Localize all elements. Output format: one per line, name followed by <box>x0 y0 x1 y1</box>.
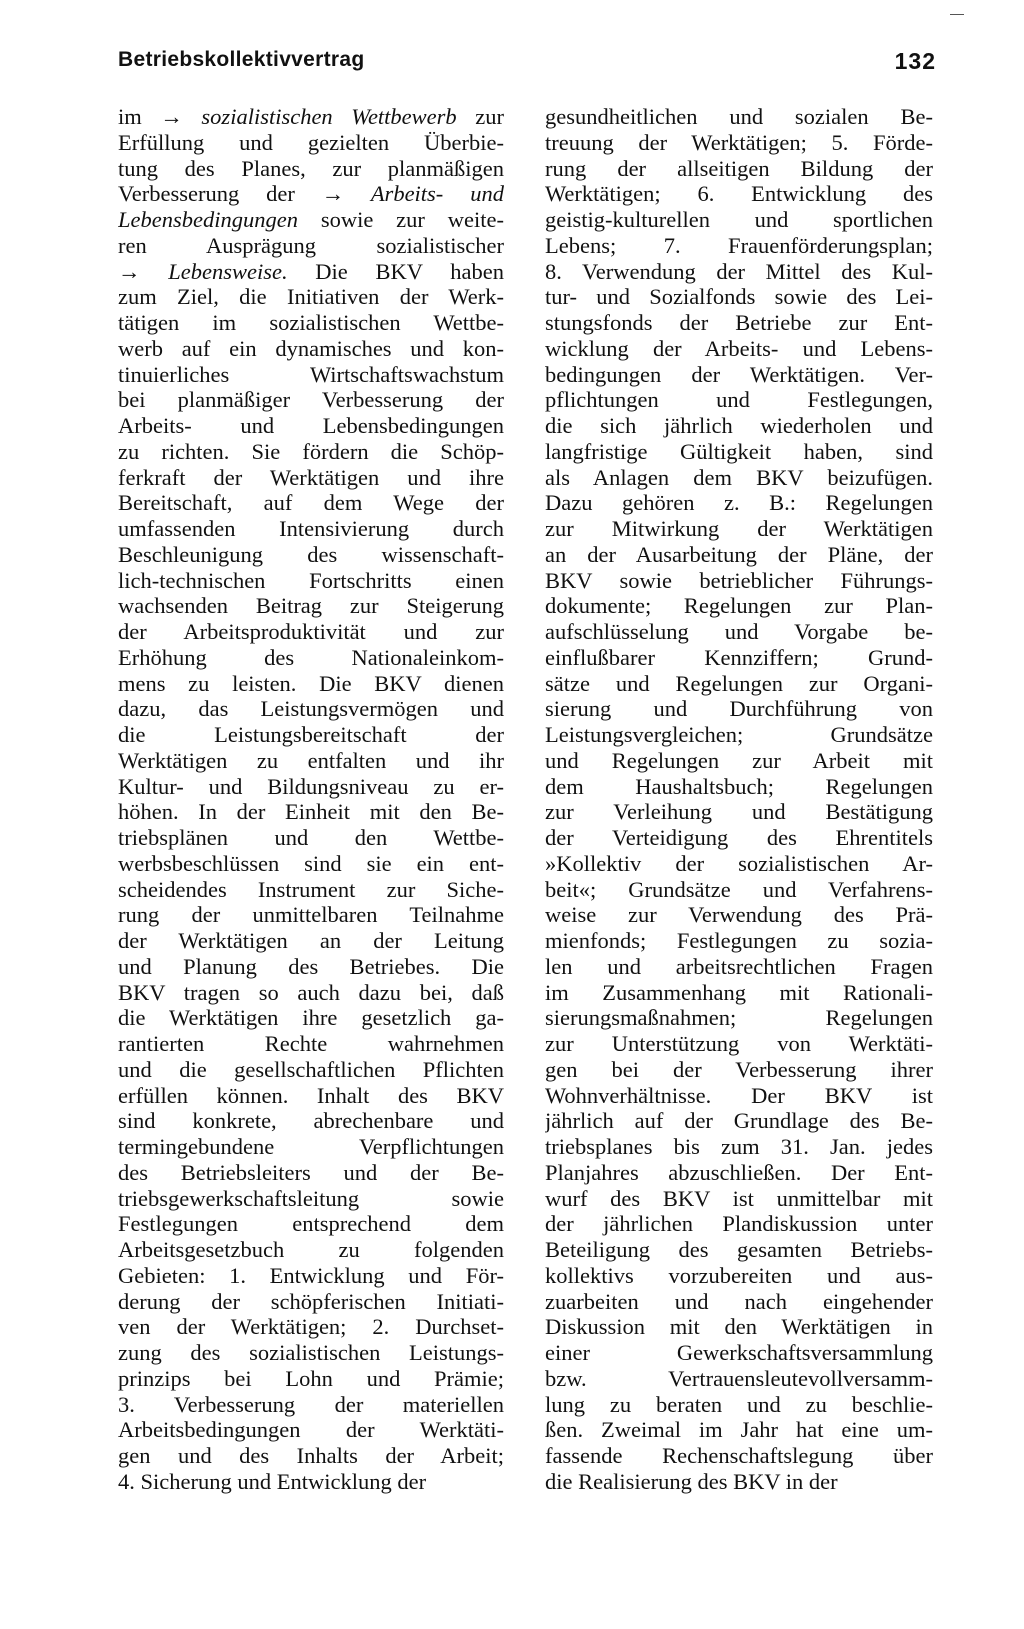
right-text-column <box>545 104 933 1495</box>
text-segment: Wohnverhältnisse. Der BKV ist <box>545 1082 933 1108</box>
text-line <box>545 722 933 748</box>
text-line <box>545 284 933 310</box>
text-segment: sierungsmaßnahmen; Regelungen <box>545 1005 933 1031</box>
text-segment: Dazu gehören z. B.: Regelungen <box>545 490 933 516</box>
text-line <box>118 1340 504 1366</box>
text-segment: pflichtungen und Festlegungen, <box>545 387 933 413</box>
text-segment: triebsplänen und den Wettbe- <box>118 825 504 850</box>
text-segment: tätigen im sozialistischen Wettbe- <box>118 310 504 335</box>
text-line <box>545 233 933 259</box>
text-line <box>118 362 504 388</box>
text-segment: gen bei der Verbesserung ihrer <box>545 1056 933 1082</box>
text-segment: rantierten Rechte wahrnehmen <box>118 1031 504 1056</box>
text-segment: treuung der Werktätigen; 5. Förde- <box>545 129 933 155</box>
text-line <box>118 619 504 645</box>
text-segment: bei planmäßiger Verbesserung der <box>118 387 504 413</box>
text-segment: 4. Sicherung und Entwicklung der <box>118 1468 427 1494</box>
text-line <box>118 156 504 182</box>
text-line <box>545 877 933 903</box>
text-line <box>118 593 504 619</box>
text-segment: tinuierliches Wirtschaftswachstum <box>118 361 504 387</box>
text-segment: ren Ausprägung sozialistischer <box>118 232 504 258</box>
text-segment: jährlich auf der Grundlage des Be- <box>545 1108 933 1134</box>
text-segment: dokumente; Regelungen zur Plan- <box>545 593 933 619</box>
text-segment: Die BKV haben <box>287 258 504 284</box>
text-line <box>118 1443 504 1469</box>
text-segment: Beschleunigung des wissenschaft- <box>118 541 504 567</box>
text-segment: Beteiligung des gesamten Betriebs- <box>545 1237 933 1262</box>
text-line <box>118 542 504 568</box>
text-line <box>118 568 504 594</box>
text-line <box>545 1237 933 1263</box>
text-line <box>118 181 504 207</box>
text-segment: erfüllen können. Inhalt des BKV <box>118 1082 504 1108</box>
text-segment: die sich jährlich wiederholen und <box>545 413 933 438</box>
text-segment: dazu, das Leistungsvermögen und <box>118 696 504 722</box>
cross-reference-text: → Arbeits- und <box>321 181 504 207</box>
text-segment: der jährlichen Plandiskussion unter <box>545 1211 933 1237</box>
text-line <box>545 593 933 619</box>
text-line <box>545 696 933 722</box>
text-segment: rung der allseitigen Bildung der <box>545 155 933 181</box>
cross-reference-text: → Lebensweise. <box>118 258 288 284</box>
text-segment: mens zu leisten. Die BKV dienen <box>118 670 504 696</box>
text-line <box>118 259 504 285</box>
text-segment: triebsgewerkschaftsleitung sowie <box>118 1185 504 1211</box>
text-line <box>545 1340 933 1366</box>
text-segment: tung des Planes, zur planmäßigen <box>118 155 504 181</box>
text-line <box>118 1134 504 1160</box>
text-segment: ferkraft der Werktätigen und ihre <box>118 464 504 490</box>
text-segment: Werktätigen; 6. Entwicklung des <box>545 181 933 207</box>
text-line <box>118 1160 504 1186</box>
text-line <box>545 207 933 233</box>
text-segment: ßen. Zweimal im Jahr hat eine um- <box>545 1417 933 1443</box>
text-line <box>545 954 933 980</box>
text-segment: werb auf ein dynamisches und kon- <box>118 335 504 361</box>
text-segment: Planjahres abzuschließen. Der Ent- <box>545 1159 933 1185</box>
text-segment: zum Ziel, die Initiativen der Werk- <box>118 284 504 310</box>
text-segment: zung des sozialistischen Leistungs- <box>118 1340 504 1365</box>
text-segment: zu richten. Sie fördern die Schöp- <box>118 438 504 464</box>
text-line <box>118 387 504 413</box>
text-line <box>545 1263 933 1289</box>
text-segment: Bereitschaft, auf dem Wege der <box>118 490 504 516</box>
text-line <box>545 104 933 130</box>
text-line <box>545 259 933 285</box>
text-line <box>545 1108 933 1134</box>
text-segment: zur Verleihung und Bestätigung <box>545 799 933 825</box>
text-line <box>545 1289 933 1315</box>
text-line <box>545 181 933 207</box>
text-segment: einflußbarer Kennziffern; Grund- <box>545 644 933 670</box>
text-line <box>118 336 504 362</box>
text-segment: scheidendes Instrument zur Siche- <box>118 876 504 902</box>
text-line <box>118 516 504 542</box>
text-line <box>118 851 504 877</box>
text-segment: bzw. Vertrauensleutevollversamm- <box>545 1365 933 1391</box>
text-line <box>545 439 933 465</box>
text-segment: BKV tragen so auch dazu bei, daß <box>118 979 504 1005</box>
text-line <box>545 542 933 568</box>
text-line <box>545 336 933 362</box>
text-segment: dem Haushaltsbuch; Regelungen <box>545 773 933 799</box>
text-segment: und Regelungen zur Arbeit mit <box>545 747 933 773</box>
text-segment: BKV sowie betrieblicher Führungs- <box>545 567 933 593</box>
text-line <box>118 748 504 774</box>
text-segment: sierung und Durchführung von <box>545 696 933 722</box>
text-segment: und Planung des Betriebes. Die <box>118 953 504 979</box>
text-line <box>118 1469 504 1495</box>
text-segment: Erfüllung und gezielten Überbie- <box>118 129 504 155</box>
text-segment: tur- und Sozialfonds sowie des Lei- <box>545 284 933 310</box>
text-segment: die Realisierung des BKV in der <box>545 1468 838 1494</box>
text-segment: wurf des BKV ist unmittelbar mit <box>545 1185 933 1211</box>
text-line <box>545 825 933 851</box>
text-line <box>118 1237 504 1263</box>
text-segment: Gebieten: 1. Entwicklung und För- <box>118 1262 504 1288</box>
left-text-column <box>118 104 504 1495</box>
text-line <box>118 645 504 671</box>
text-segment: werbsbeschlüssen sind sie ein ent- <box>118 850 504 876</box>
cross-reference-text: → sozialistischen Wettbewerb <box>160 104 457 129</box>
text-segment: zur Unterstützung von Werktäti- <box>545 1031 933 1056</box>
text-segment: mienfonds; Festlegungen zu sozia- <box>545 928 933 953</box>
text-segment: Erhöhung des Nationaleinkom- <box>118 644 504 670</box>
text-segment: Arbeits- und Lebensbedingungen <box>118 413 504 438</box>
text-line <box>545 1134 933 1160</box>
text-line <box>118 413 504 439</box>
text-segment: einer Gewerkschaftsversammlung <box>545 1340 933 1365</box>
text-segment: langfristige Gültigkeit haben, sind <box>545 438 933 464</box>
cross-reference-text: Lebensbedingungen <box>118 207 298 232</box>
text-line <box>118 1031 504 1057</box>
text-line <box>118 954 504 980</box>
text-line <box>118 233 504 259</box>
text-segment: die Werktätigen ihre gesetzlich ga- <box>118 1005 504 1031</box>
text-line <box>545 465 933 491</box>
text-segment: im <box>118 104 161 129</box>
margin-mark <box>950 14 964 15</box>
text-line <box>118 1366 504 1392</box>
text-segment: derung der schöpferischen Initiati- <box>118 1288 504 1314</box>
text-line <box>118 439 504 465</box>
text-line <box>545 1083 933 1109</box>
text-line <box>545 516 933 542</box>
text-segment: Leistungsvergleichen; Grundsätze <box>545 722 933 747</box>
text-line <box>545 645 933 671</box>
text-line <box>545 490 933 516</box>
text-segment: rung der unmittelbaren Teilnahme <box>118 902 504 928</box>
text-segment: »Kollektiv der sozialistischen Ar- <box>545 850 933 876</box>
text-segment: gen und des Inhalts der Arbeit; <box>118 1443 504 1468</box>
text-line <box>545 902 933 928</box>
text-segment: Werktätigen zu entfalten und ihr <box>118 747 504 773</box>
text-line <box>118 465 504 491</box>
text-line <box>545 1186 933 1212</box>
page-header <box>118 48 936 88</box>
text-segment: Arbeitsgesetzbuch zu folgenden <box>118 1237 504 1262</box>
text-line <box>118 1108 504 1134</box>
text-segment: Diskussion mit den Werktätigen in <box>545 1314 933 1340</box>
text-line <box>545 928 933 954</box>
text-line <box>118 1314 504 1340</box>
text-line <box>118 877 504 903</box>
text-segment: Kultur- und Bildungsniveau zu er- <box>118 773 504 799</box>
text-line <box>118 1005 504 1031</box>
text-segment: gesundheitlichen und sozialen Be- <box>545 104 933 129</box>
text-line <box>545 130 933 156</box>
text-segment: stungsfonds der Betriebe zur Ent- <box>545 310 933 335</box>
text-line <box>118 722 504 748</box>
text-line <box>118 207 504 233</box>
text-line <box>545 1314 933 1340</box>
text-line <box>545 671 933 697</box>
text-segment: sowie zur weite- <box>297 207 504 232</box>
text-line <box>545 1160 933 1186</box>
text-segment: 8. Verwendung der Mittel des Kul- <box>545 258 933 284</box>
text-segment: an der Ausarbeitung der Pläne, der <box>545 541 933 567</box>
text-segment: weise zur Verwendung des Prä- <box>545 902 933 928</box>
text-line <box>545 1031 933 1057</box>
text-segment: der Arbeitsproduktivität und zur <box>118 619 504 644</box>
text-segment: ven der Werktätigen; 2. Durchset- <box>118 1314 504 1340</box>
text-segment: zur Mitwirkung der Werktätigen <box>545 516 933 541</box>
text-segment: kollektivs vorzubereiten und aus- <box>545 1262 933 1288</box>
text-line <box>545 1469 933 1495</box>
text-segment: zuarbeiten und nach eingehender <box>545 1288 933 1314</box>
text-segment: zur <box>456 104 504 129</box>
text-line <box>545 156 933 182</box>
text-line <box>545 413 933 439</box>
text-line <box>118 490 504 516</box>
text-line <box>545 851 933 877</box>
text-line <box>545 1443 933 1469</box>
text-line <box>118 1186 504 1212</box>
text-line <box>545 362 933 388</box>
text-segment: Verbesserung der <box>118 181 322 207</box>
text-line <box>545 387 933 413</box>
text-segment: im Zusammenhang mit Rationali- <box>545 979 933 1005</box>
text-segment: triebsplanes bis zum 31. Jan. jedes <box>545 1134 933 1159</box>
text-line <box>545 1417 933 1443</box>
text-segment: lich-technischen Fortschritts einen <box>118 567 504 593</box>
text-line <box>545 799 933 825</box>
text-segment: lung zu beraten und zu beschlie- <box>545 1391 933 1417</box>
text-segment: die Leistungsbereitschaft der <box>118 722 504 747</box>
text-line <box>118 1083 504 1109</box>
text-segment: geistig-kulturellen und sportlichen <box>545 207 933 232</box>
text-segment: des Betriebsleiters und der Be- <box>118 1159 504 1185</box>
text-line <box>118 980 504 1006</box>
text-segment: der Verteidigung des Ehrentitels <box>545 825 933 850</box>
text-segment: sind konkrete, abrechenbare und <box>118 1108 504 1134</box>
text-segment: len und arbeitsrechtlichen Fragen <box>545 953 933 979</box>
text-segment: termingebundene Verpflichtungen <box>118 1134 504 1159</box>
text-line <box>118 104 504 130</box>
text-line <box>545 619 933 645</box>
text-segment: höhen. In der Einheit mit den Be- <box>118 799 504 825</box>
text-line <box>118 1289 504 1315</box>
text-line <box>118 130 504 156</box>
text-line <box>545 748 933 774</box>
text-line <box>118 825 504 851</box>
text-segment: aufschlüsselung und Vorgabe be- <box>545 619 933 644</box>
text-line <box>118 284 504 310</box>
text-line <box>118 774 504 800</box>
text-line <box>118 696 504 722</box>
text-line <box>118 1392 504 1418</box>
page-number: 132 <box>894 48 936 74</box>
text-line <box>545 1392 933 1418</box>
text-line <box>545 1211 933 1237</box>
text-line <box>118 1263 504 1289</box>
text-segment: Arbeitsbedingungen der Werktäti- <box>118 1417 504 1443</box>
text-line <box>118 1417 504 1443</box>
text-line <box>545 1005 933 1031</box>
text-segment: 3. Verbesserung der materiellen <box>118 1391 504 1417</box>
text-segment: Lebens; 7. Frauenförderungsplan; <box>545 232 933 258</box>
running-head: Betriebskollektivvertrag <box>118 48 365 71</box>
text-segment: beit«; Grundsätze und Verfahrens- <box>545 876 933 902</box>
text-line <box>118 902 504 928</box>
text-segment: fassende Rechenschaftslegung über <box>545 1443 933 1468</box>
text-segment: bedingungen der Werktätigen. Ver- <box>545 361 933 387</box>
text-segment: sätze und Regelungen zur Organi- <box>545 670 933 696</box>
text-line <box>545 774 933 800</box>
text-line <box>545 980 933 1006</box>
text-line <box>545 568 933 594</box>
text-line <box>118 928 504 954</box>
text-line <box>118 671 504 697</box>
text-line <box>545 1057 933 1083</box>
text-line <box>545 310 933 336</box>
text-segment: Festlegungen entsprechend dem <box>118 1211 504 1237</box>
text-segment: umfassenden Intensivierung durch <box>118 516 504 541</box>
text-segment: als Anlagen dem BKV beizufügen. <box>545 464 933 490</box>
text-segment: und die gesellschaftlichen Pflichten <box>118 1056 504 1082</box>
text-segment: prinzips bei Lohn und Prämie; <box>118 1365 504 1391</box>
text-segment: wachsenden Beitrag zur Steigerung <box>118 593 504 619</box>
text-line <box>545 1366 933 1392</box>
text-segment: der Werktätigen an der Leitung <box>118 928 504 953</box>
text-segment: wicklung der Arbeits- und Lebens- <box>545 335 933 361</box>
text-line <box>118 310 504 336</box>
text-line <box>118 799 504 825</box>
text-line <box>118 1211 504 1237</box>
text-line <box>118 1057 504 1083</box>
